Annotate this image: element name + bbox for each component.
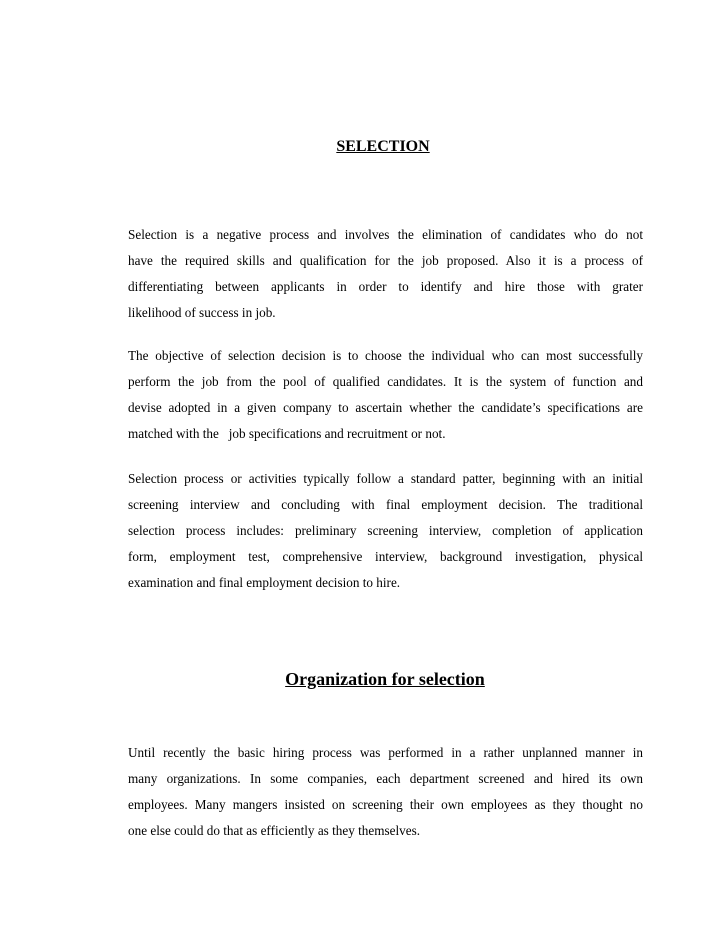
paragraph-line: selection process includes: preliminary screening interview, completion of application: [128, 523, 643, 538]
paragraph: [128, 343, 643, 447]
paragraph-line: examination and final employment decision to hire.: [128, 575, 401, 590]
section-heading-selection: SELECTION: [336, 138, 430, 155]
paragraph-line: devise adopted in a given company to ascertain whether the candidate’s specifications are: [128, 400, 643, 415]
paragraph: [128, 740, 643, 844]
paragraph: [128, 222, 643, 326]
paragraph-line: perform the job from the pool of qualified candidates. It is the system of function and: [128, 374, 643, 389]
paragraph-line: Until recently the basic hiring process was performed in a rather unplanned manner in: [128, 745, 643, 760]
paragraph-line: Selection is a negative process and involves the elimination of candidates who do not: [128, 227, 643, 242]
paragraph-line: likelihood of success in job.: [128, 305, 276, 320]
paragraph-line: screening interview and concluding with final employment decision. The traditional: [128, 497, 643, 512]
paragraph-line: matched with the job specifications and recruitment or not.: [128, 426, 446, 441]
paragraph-line: differentiating between applicants in order to identify and hire those with grater: [128, 279, 643, 294]
paragraph-line: form, employment test, comprehensive interview, background investigation, physical: [128, 549, 643, 564]
paragraph-line: Selection process or activities typically follow a standard patter, beginning with an initial: [128, 471, 643, 486]
section-heading-organization-for-selection: Organization for selection: [285, 669, 485, 689]
paragraph-line: employees. Many mangers insisted on screening their own employees as they thought no: [128, 797, 643, 812]
paragraph-line: many organizations. In some companies, each department screened and hired its own: [128, 771, 643, 786]
paragraph-line: one else could do that as efficiently as they themselves.: [128, 823, 420, 838]
paragraph-line: have the required skills and qualification for the job proposed. Also it is a process of: [128, 253, 643, 268]
paragraph-line: The objective of selection decision is to choose the individual who can most successfully: [128, 348, 643, 363]
paragraph: [128, 466, 643, 596]
